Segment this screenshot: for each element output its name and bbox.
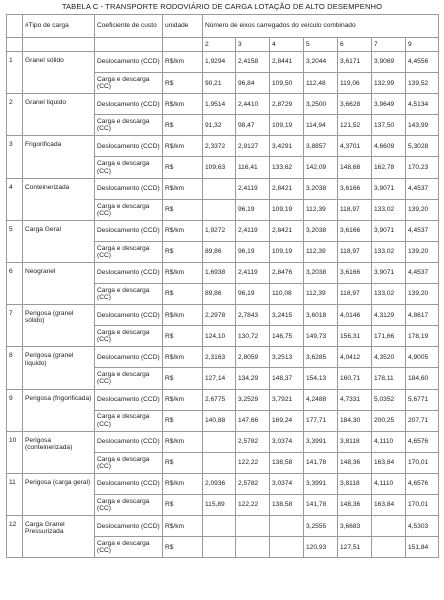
axle-header: 2 (203, 38, 236, 52)
header-row (7, 15, 439, 38)
axle-header: 9 (406, 38, 439, 52)
value-cell: 114,94 (304, 115, 338, 136)
value-cell: 1,9272 (203, 220, 236, 241)
row-index: 6 (7, 262, 23, 304)
cost-coefficient: Carga e descarga (CC) (95, 73, 163, 94)
cargo-type: Carga Geral (23, 220, 95, 262)
header-eixos: Número de eixos carregados do veículo combinado (203, 15, 439, 38)
value-cell: 4,3701 (338, 136, 372, 157)
value-cell: 200,25 (372, 410, 406, 431)
unit: R$/km (163, 136, 203, 157)
table-row (7, 262, 439, 283)
value-cell: 4,4537 (406, 262, 439, 283)
value-cell: 112,48 (304, 73, 338, 94)
value-cell (203, 178, 236, 199)
value-cell: 124,10 (203, 326, 236, 347)
cargo-type: Frigorificada (23, 136, 95, 178)
value-cell (203, 431, 236, 452)
value-cell: 147,66 (236, 410, 270, 431)
unit: R$/km (163, 347, 203, 368)
table-row (7, 52, 439, 73)
value-cell: 98,47 (236, 115, 270, 136)
value-cell (203, 516, 236, 537)
unit: R$ (163, 410, 203, 431)
table-row (7, 305, 439, 326)
value-cell: 3,9649 (372, 94, 406, 115)
value-cell: 2,5782 (236, 473, 270, 494)
unit: R$ (163, 241, 203, 262)
value-cell: 149,73 (304, 326, 338, 347)
header-unidade: unidade (163, 15, 203, 38)
cost-coefficient: Deslocamento (CCD) (95, 262, 163, 283)
cargo-type: Neogranel (23, 262, 95, 304)
value-cell: 119,06 (338, 73, 372, 94)
value-cell: 3,3991 (304, 473, 338, 494)
value-cell: 133,02 (372, 284, 406, 305)
value-cell: 127,51 (338, 537, 372, 558)
value-cell: 3,8118 (338, 473, 372, 494)
value-cell (236, 516, 270, 537)
value-cell: 89,86 (203, 241, 236, 262)
row-index: 10 (7, 431, 23, 473)
axle-header: 3 (236, 38, 270, 52)
cost-coefficient: Carga e descarga (CC) (95, 115, 163, 136)
axle-header: 6 (338, 38, 372, 52)
cost-coefficient: Deslocamento (CCD) (95, 136, 163, 157)
value-cell: 148,37 (270, 368, 304, 389)
value-cell: 3,7921 (270, 389, 304, 410)
value-cell (372, 516, 406, 537)
value-cell (203, 537, 236, 558)
axle-header: 5 (304, 38, 338, 52)
value-cell: 3,3991 (304, 431, 338, 452)
value-cell: 134,29 (236, 368, 270, 389)
value-cell: 4,6576 (406, 473, 439, 494)
value-cell: 115,89 (203, 494, 236, 515)
value-cell: 178,19 (406, 326, 439, 347)
value-cell: 109,19 (270, 199, 304, 220)
value-cell: 112,39 (304, 199, 338, 220)
value-cell: 110,08 (270, 284, 304, 305)
value-cell: 5,3028 (406, 136, 439, 157)
value-cell: 130,72 (236, 326, 270, 347)
unit: R$ (163, 73, 203, 94)
value-cell: 2,4119 (236, 178, 270, 199)
value-cell: 3,9071 (372, 178, 406, 199)
value-cell: 3,4291 (270, 136, 304, 157)
value-cell: 3,6171 (338, 52, 372, 73)
unit: R$ (163, 368, 203, 389)
unit: R$ (163, 326, 203, 347)
value-cell: 3,2500 (304, 94, 338, 115)
unit: R$/km (163, 516, 203, 537)
axle-header: 4 (270, 38, 304, 52)
cost-coefficient: Deslocamento (CCD) (95, 347, 163, 368)
cargo-type: Perigosa (conteinerizada) (23, 431, 95, 473)
value-cell: 2,4410 (236, 94, 270, 115)
value-cell (270, 516, 304, 537)
value-cell: 137,50 (372, 115, 406, 136)
value-cell: 156,31 (338, 326, 372, 347)
value-cell: 133,02 (372, 241, 406, 262)
cost-coefficient: Carga e descarga (CC) (95, 326, 163, 347)
value-cell: 1,6938 (203, 262, 236, 283)
value-cell: 4,1110 (372, 431, 406, 452)
value-cell: 96,84 (236, 73, 270, 94)
value-cell: 2,8059 (236, 347, 270, 368)
value-cell: 3,6683 (338, 516, 372, 537)
value-cell (270, 537, 304, 558)
value-cell: 3,6628 (338, 94, 372, 115)
unit: R$/km (163, 431, 203, 452)
cost-coefficient: Deslocamento (CCD) (95, 305, 163, 326)
value-cell: 3,0374 (270, 431, 304, 452)
value-cell: 4,4556 (406, 52, 439, 73)
value-cell: 4,9005 (406, 347, 439, 368)
value-cell: 3,2415 (270, 305, 304, 326)
unit: R$ (163, 452, 203, 473)
cargo-type: Perigosa (granel líquido) (23, 347, 95, 389)
value-cell: 96,19 (236, 284, 270, 305)
value-cell: 170,01 (406, 452, 439, 473)
value-cell: 2,3372 (203, 136, 236, 157)
value-cell: 148,68 (338, 157, 372, 178)
table-row (7, 220, 439, 241)
value-cell: 3,2044 (304, 52, 338, 73)
value-cell: 96,19 (236, 199, 270, 220)
value-cell: 4,8617 (406, 305, 439, 326)
value-cell: 3,2555 (304, 516, 338, 537)
value-cell: 163,84 (372, 452, 406, 473)
unit: R$/km (163, 52, 203, 73)
cost-coefficient: Deslocamento (CCD) (95, 220, 163, 241)
value-cell: 3,8118 (338, 431, 372, 452)
value-cell: 163,84 (372, 494, 406, 515)
row-index: 11 (7, 473, 23, 515)
value-cell: 3,6166 (338, 262, 372, 283)
value-cell: 116,41 (236, 157, 270, 178)
header-index (7, 15, 23, 38)
value-cell: 148,36 (338, 452, 372, 473)
value-cell: 138,58 (270, 452, 304, 473)
value-cell: 3,9071 (372, 262, 406, 283)
unit: R$/km (163, 305, 203, 326)
value-cell: 170,01 (406, 494, 439, 515)
value-cell: 139,20 (406, 241, 439, 262)
row-index: 8 (7, 347, 23, 389)
value-cell: 170,23 (406, 157, 439, 178)
cost-coefficient: Deslocamento (CCD) (95, 473, 163, 494)
value-cell: 5,0352 (372, 389, 406, 410)
value-cell: 122,22 (236, 494, 270, 515)
table-row (7, 136, 439, 157)
cost-coefficient: Carga e descarga (CC) (95, 199, 163, 220)
unit: R$/km (163, 94, 203, 115)
value-cell: 2,4119 (236, 220, 270, 241)
value-cell: 2,8421 (270, 220, 304, 241)
axle-header: 7 (372, 38, 406, 52)
row-index: 12 (7, 516, 23, 558)
value-cell: 177,71 (304, 410, 338, 431)
table-row (7, 94, 439, 115)
value-cell (372, 537, 406, 558)
unit: R$ (163, 115, 203, 136)
cost-coefficient: Carga e descarga (CC) (95, 284, 163, 305)
unit: R$ (163, 199, 203, 220)
value-cell: 171,66 (372, 326, 406, 347)
unit: R$ (163, 494, 203, 515)
value-cell: 2,3163 (203, 347, 236, 368)
value-cell: 4,1110 (372, 473, 406, 494)
value-cell: 4,3520 (372, 347, 406, 368)
value-cell: 3,6166 (338, 178, 372, 199)
value-cell: 4,5134 (406, 94, 439, 115)
row-index: 7 (7, 305, 23, 347)
value-cell: 5,6771 (406, 389, 439, 410)
value-cell: 2,5782 (236, 431, 270, 452)
cost-coefficient: Deslocamento (CCD) (95, 178, 163, 199)
table-row (7, 473, 439, 494)
table-title: TABELA C - TRANSPORTE RODOVIÁRIO DE CARGA LOTAÇÃO DE ALTO DESEMPENHO (61, 2, 383, 11)
value-cell: 3,2038 (304, 178, 338, 199)
value-cell (203, 452, 236, 473)
value-cell: 3,9071 (372, 220, 406, 241)
row-index: 9 (7, 389, 23, 431)
table-row (7, 431, 439, 452)
value-cell: 143,99 (406, 115, 439, 136)
value-cell: 4,4537 (406, 220, 439, 241)
cargo-type: Carga Granel Pressurizada (23, 516, 95, 558)
header-tipo: #Tipo de carga (23, 15, 95, 38)
value-cell: 138,58 (270, 494, 304, 515)
value-cell: 3,6285 (304, 347, 338, 368)
value-cell: 207,71 (406, 410, 439, 431)
table-row (7, 347, 439, 368)
value-cell: 1,9514 (203, 94, 236, 115)
value-cell: 91,32 (203, 115, 236, 136)
value-cell: 141,78 (304, 494, 338, 515)
row-index: 1 (7, 52, 23, 94)
unit: R$/km (163, 262, 203, 283)
cost-coefficient: Carga e descarga (CC) (95, 368, 163, 389)
value-cell: 169,24 (270, 410, 304, 431)
value-cell: 4,6609 (372, 136, 406, 157)
value-cell: 3,6018 (304, 305, 338, 326)
value-cell: 132,99 (372, 73, 406, 94)
value-cell: 112,39 (304, 241, 338, 262)
value-cell: 148,36 (338, 494, 372, 515)
cost-coefficient: Deslocamento (CCD) (95, 389, 163, 410)
value-cell: 118,97 (338, 241, 372, 262)
table-row (7, 178, 439, 199)
cost-coefficient: Deslocamento (CCD) (95, 94, 163, 115)
value-cell: 4,3129 (372, 305, 406, 326)
value-cell: 4,7331 (338, 389, 372, 410)
value-cell: 112,39 (304, 284, 338, 305)
cost-coefficient: Carga e descarga (CC) (95, 452, 163, 473)
value-cell: 2,0936 (203, 473, 236, 494)
value-cell: 3,2529 (236, 389, 270, 410)
value-cell: 109,19 (270, 241, 304, 262)
value-cell: 2,8476 (270, 262, 304, 283)
table-row (7, 389, 439, 410)
value-cell: 184,30 (338, 410, 372, 431)
value-cell: 120,93 (304, 537, 338, 558)
value-cell: 4,0146 (338, 305, 372, 326)
value-cell (203, 199, 236, 220)
unit: R$ (163, 284, 203, 305)
table-row (7, 516, 439, 537)
cargo-type: Perigosa (frigorificada) (23, 389, 95, 431)
value-cell: 109,63 (203, 157, 236, 178)
cost-coefficient: Carga e descarga (CC) (95, 157, 163, 178)
value-cell: 133,62 (270, 157, 304, 178)
freight-table (6, 14, 439, 558)
value-cell: 90,21 (203, 73, 236, 94)
value-cell: 2,6775 (203, 389, 236, 410)
value-cell: 140,88 (203, 410, 236, 431)
value-cell: 1,9294 (203, 52, 236, 73)
value-cell: 2,7843 (236, 305, 270, 326)
value-cell: 4,2488 (304, 389, 338, 410)
value-cell: 118,97 (338, 284, 372, 305)
value-cell: 4,5303 (406, 516, 439, 537)
value-cell: 142,09 (304, 157, 338, 178)
cost-coefficient: Deslocamento (CCD) (95, 431, 163, 452)
cargo-type: Conteinerizada (23, 178, 95, 220)
value-cell: 139,20 (406, 199, 439, 220)
axles-row (7, 38, 439, 52)
cost-coefficient: Carga e descarga (CC) (95, 410, 163, 431)
value-cell: 3,6166 (338, 220, 372, 241)
value-cell (236, 537, 270, 558)
value-cell: 133,02 (372, 199, 406, 220)
value-cell: 2,4158 (236, 52, 270, 73)
value-cell: 3,8857 (304, 136, 338, 157)
value-cell: 3,9069 (372, 52, 406, 73)
value-cell: 2,8421 (270, 178, 304, 199)
value-cell: 3,0374 (270, 473, 304, 494)
value-cell: 2,4119 (236, 262, 270, 283)
unit: R$/km (163, 178, 203, 199)
value-cell: 122,22 (236, 452, 270, 473)
row-index: 4 (7, 178, 23, 220)
row-index: 5 (7, 220, 23, 262)
cost-coefficient: Deslocamento (CCD) (95, 516, 163, 537)
unit: R$/km (163, 389, 203, 410)
value-cell: 3,2513 (270, 347, 304, 368)
cost-coefficient: Carga e descarga (CC) (95, 537, 163, 558)
unit: R$/km (163, 220, 203, 241)
value-cell: 3,2038 (304, 262, 338, 283)
value-cell: 178,11 (372, 368, 406, 389)
value-cell: 154,13 (304, 368, 338, 389)
row-index: 3 (7, 136, 23, 178)
value-cell: 160,71 (338, 368, 372, 389)
value-cell: 151,84 (406, 537, 439, 558)
cargo-type: Perigosa (granel sólido) (23, 305, 95, 347)
value-cell: 2,8441 (270, 52, 304, 73)
value-cell: 121,52 (338, 115, 372, 136)
cargo-type: Granel líquido (23, 94, 95, 136)
value-cell: 2,9127 (236, 136, 270, 157)
cargo-type: Granel sólido (23, 52, 95, 94)
value-cell: 109,19 (270, 115, 304, 136)
value-cell: 184,60 (406, 368, 439, 389)
value-cell: 146,75 (270, 326, 304, 347)
value-cell: 118,97 (338, 199, 372, 220)
value-cell: 2,8729 (270, 94, 304, 115)
value-cell: 127,14 (203, 368, 236, 389)
value-cell: 139,52 (406, 73, 439, 94)
value-cell: 4,6576 (406, 431, 439, 452)
cost-coefficient: Deslocamento (CCD) (95, 52, 163, 73)
value-cell: 109,50 (270, 73, 304, 94)
value-cell: 96,19 (236, 241, 270, 262)
cost-coefficient: Carga e descarga (CC) (95, 241, 163, 262)
unit: R$/km (163, 473, 203, 494)
value-cell: 89,86 (203, 284, 236, 305)
value-cell: 141,78 (304, 452, 338, 473)
row-index: 2 (7, 94, 23, 136)
header-coef: Coeficiente de custo (95, 15, 163, 38)
value-cell: 162,78 (372, 157, 406, 178)
value-cell: 2,2978 (203, 305, 236, 326)
value-cell: 139,20 (406, 284, 439, 305)
value-cell: 4,0412 (338, 347, 372, 368)
unit: R$ (163, 157, 203, 178)
unit: R$ (163, 537, 203, 558)
cargo-type: Perigosa (carga geral) (23, 473, 95, 515)
cost-coefficient: Carga e descarga (CC) (95, 494, 163, 515)
value-cell: 4,4537 (406, 178, 439, 199)
value-cell: 3,2038 (304, 220, 338, 241)
